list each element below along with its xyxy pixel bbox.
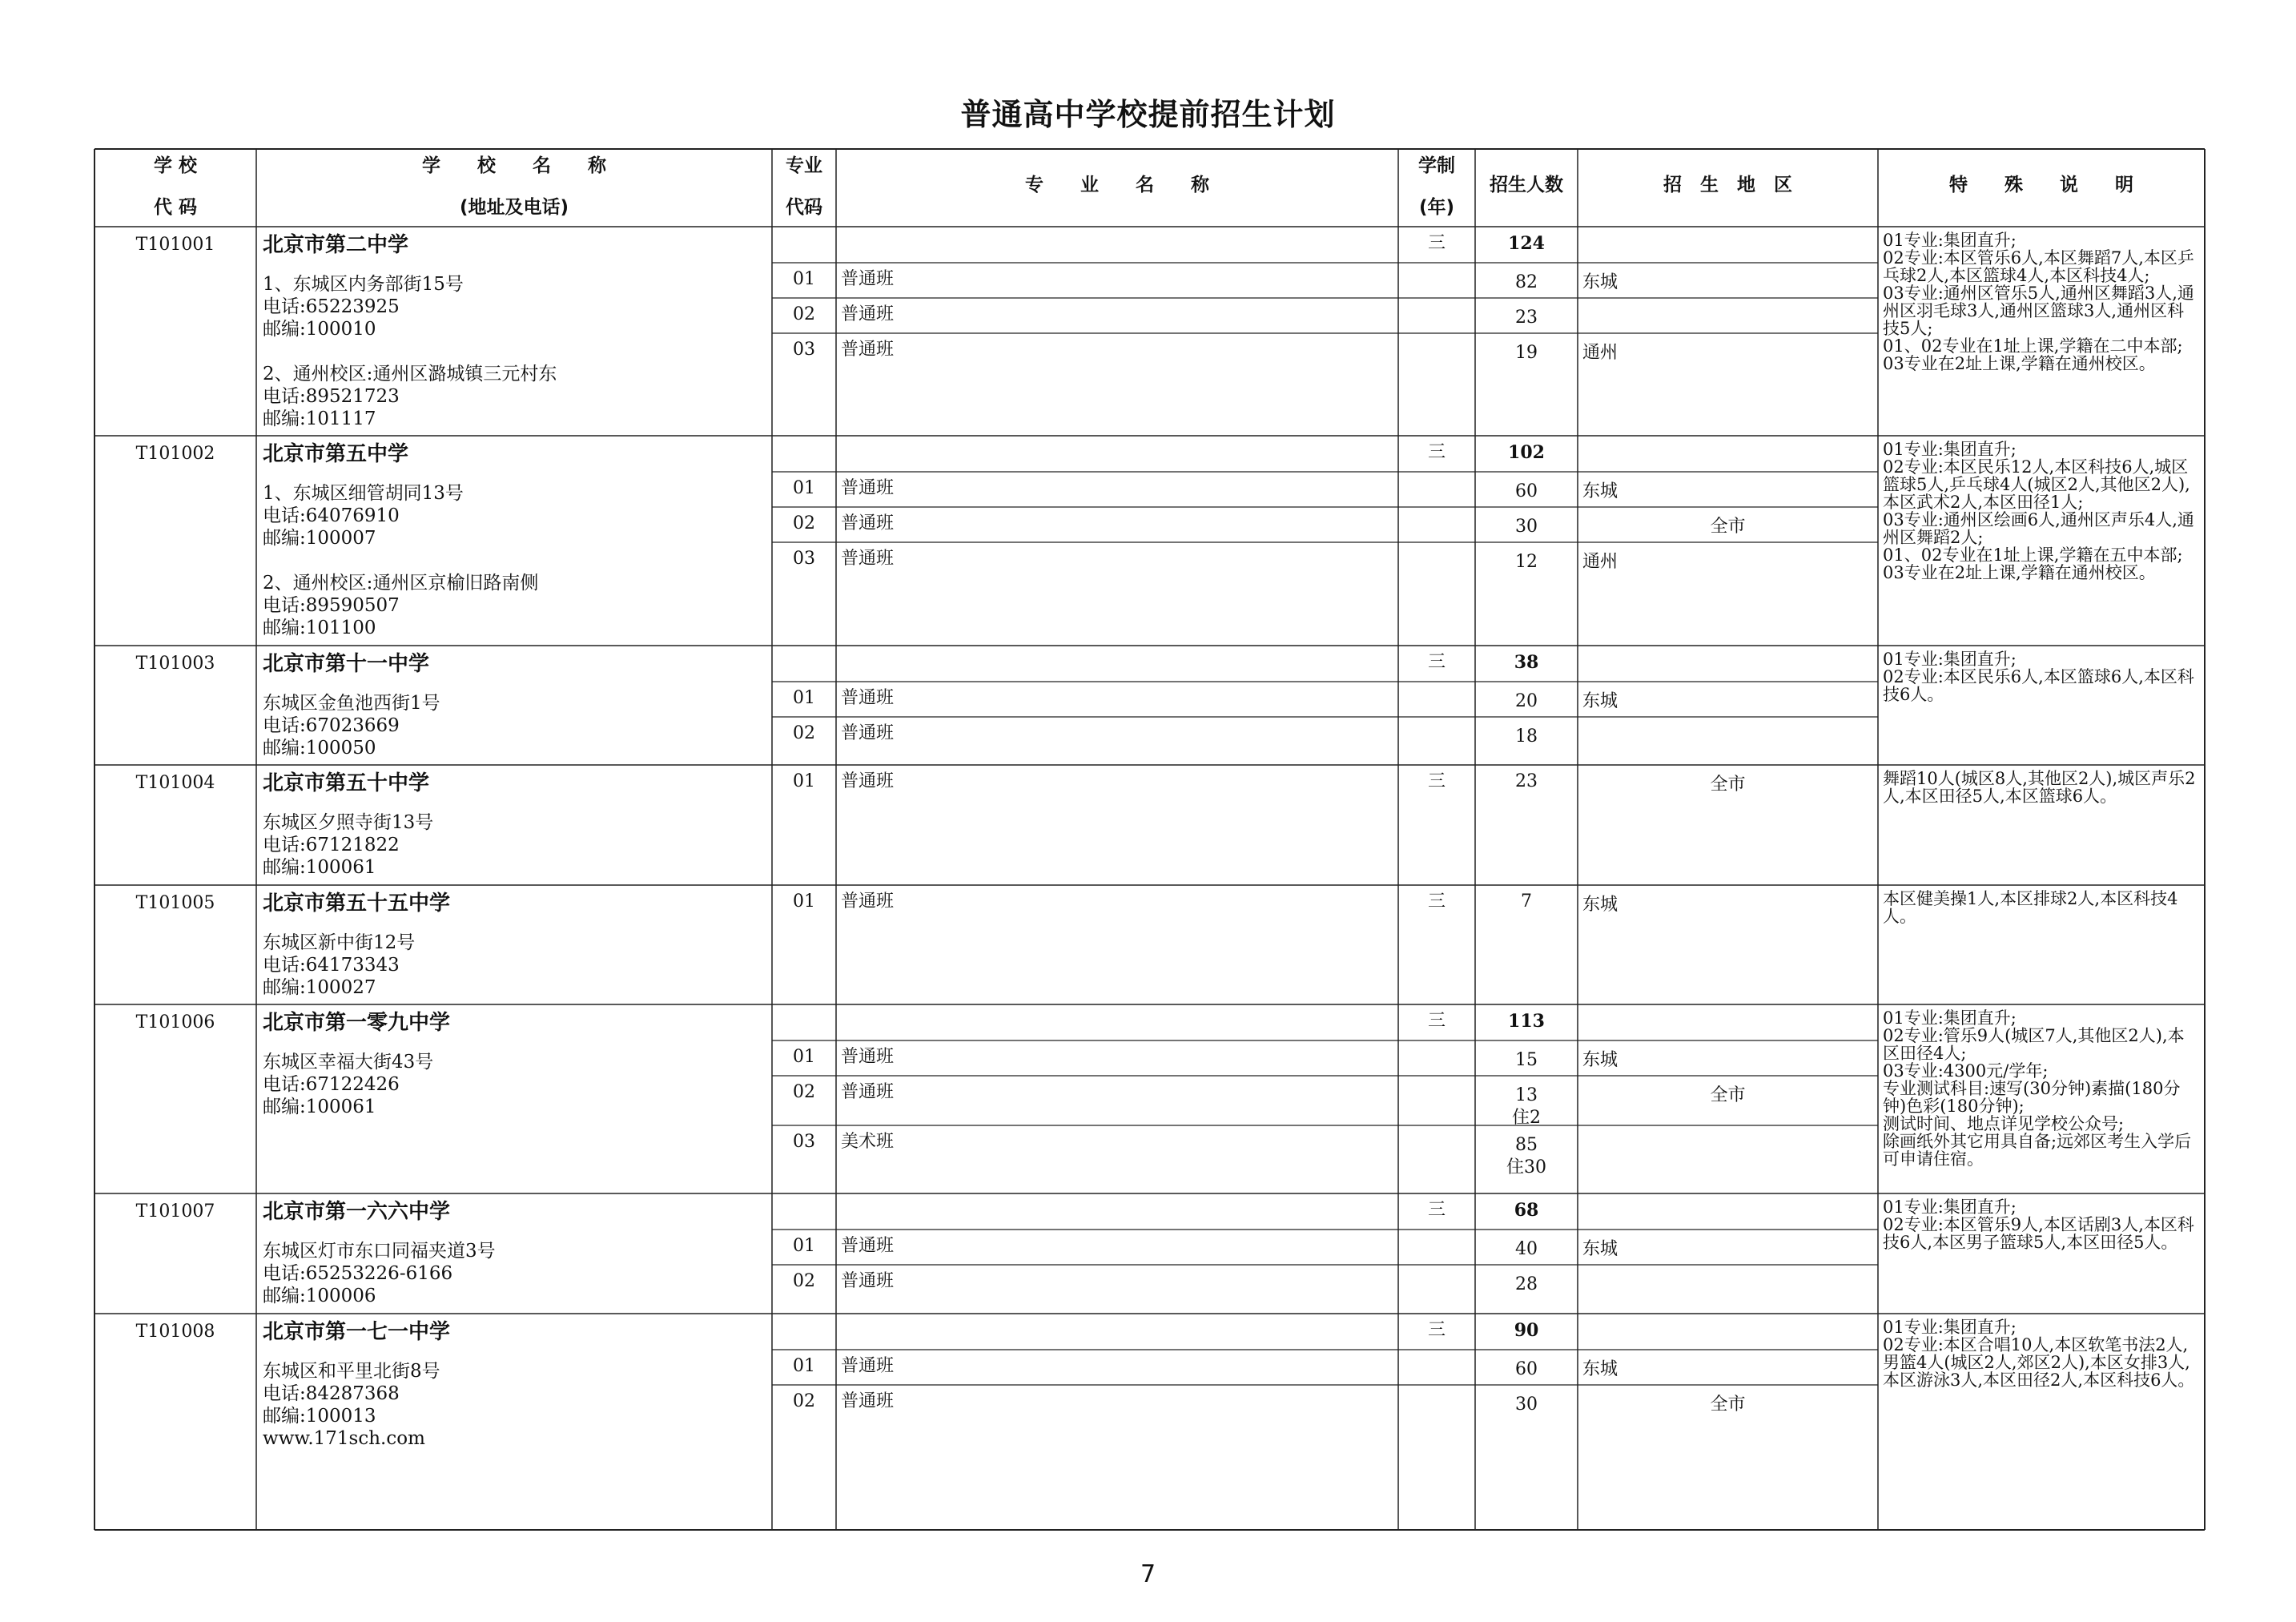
major-count: 23 xyxy=(1515,771,1538,791)
major-code: 03 xyxy=(793,340,815,360)
school-address: 东城区灯市东口同福夹道3号 电话:65253226-6166 邮编:100006 xyxy=(263,1241,496,1306)
school-address: 东城区金鱼池西街1号 电话:67023669 邮编:100050 xyxy=(263,693,440,759)
special-note: 01专业:集团直升; 02专业:管乐9人(城区7人,其他区2人),本区田径4人; 03专业:4300元/学年; 专业测试科目:速写(30分钟)素描(180分钟)色彩(180分钟); 测试时间、地点详见学校公众号; 除画纸外其它用具自备;远郊区考生入学后可申请住宿。 xyxy=(1883,1008,2192,1169)
school-name: 北京市第十一中学 xyxy=(263,652,430,676)
major-name: 普通班 xyxy=(841,771,895,791)
header-years: 学制 xyxy=(1418,155,1455,176)
school-years: 三 xyxy=(1427,771,1446,791)
header-years-2: (年) xyxy=(1418,197,1455,218)
header-major-code-2: 代码 xyxy=(786,197,822,218)
major-name: 普通班 xyxy=(841,1047,895,1067)
region-cell: 东城 xyxy=(1582,895,1618,915)
major-code: 02 xyxy=(793,304,815,324)
major-code: 01 xyxy=(793,269,815,289)
header-school-name-2: (地址及电话) xyxy=(459,197,569,218)
major-code: 02 xyxy=(793,513,815,533)
major-count: 60 xyxy=(1515,481,1538,501)
school-total: 38 xyxy=(1514,652,1539,673)
major-count: 20 xyxy=(1515,691,1538,711)
special-note: 本区健美操1人,本区排球2人,本区科技4人。 xyxy=(1883,889,2178,926)
special-note: 01专业:集团直升; 02专业:本区民乐6人,本区篮球6人,本区科技6人。 xyxy=(1883,650,2194,704)
region-cell: 东城 xyxy=(1582,481,1618,501)
major-code: 01 xyxy=(793,1236,815,1256)
major-name: 普通班 xyxy=(841,304,895,324)
major-name: 普通班 xyxy=(841,891,895,912)
school-name: 北京市第一六六中学 xyxy=(263,1200,451,1224)
special-note: 01专业:集团直升; 02专业:本区民乐12人,本区科技6人,城区篮球5人,乒乓球4人(城区2人,其他区2人),本区武术2人,本区田径1人; 03专业:通州区绘画6人,通州区声乐4人,通州区舞蹈2人; 01、02专业在1址上课,学籍在五中本部; 03专业在2址上课,学籍在通州校区。 xyxy=(1883,440,2194,582)
school-address: 1、东城区细管胡同13号 电话:64076910 邮编:100007 2、通州校区:通州区京榆旧路南侧 电话:89590507 邮编:101100 xyxy=(263,483,539,638)
major-name: 普通班 xyxy=(841,513,895,533)
major-code: 01 xyxy=(793,1356,815,1376)
school-years: 三 xyxy=(1427,442,1446,462)
major-name: 美术班 xyxy=(841,1132,895,1152)
major-count: 30 xyxy=(1515,1395,1538,1415)
major-count: 19 xyxy=(1515,343,1538,363)
major-count: 23 xyxy=(1515,308,1538,328)
major-count-extra: 住2 xyxy=(1512,1108,1541,1128)
header-school-code: 学 校 xyxy=(153,155,197,176)
school-code: T101001 xyxy=(135,235,215,255)
major-name: 普通班 xyxy=(841,478,895,498)
major-name: 普通班 xyxy=(841,1271,895,1291)
region-cell: 东城 xyxy=(1582,1050,1618,1070)
major-name: 普通班 xyxy=(841,549,895,569)
major-name: 普通班 xyxy=(841,723,895,743)
special-note: 01专业:集团直升; 02专业:本区管乐6人,本区舞蹈7人,本区乒乓球2人,本区篮球4人,本区科技4人; 03专业:通州区管乐5人,通州区舞蹈3人,通州区羽毛球3人,通州区篮球3人,通州区科技5人; 01、02专业在1址上课,学籍在二中本部; 03专业在2址上课,学籍在通州校区。 xyxy=(1883,231,2194,373)
school-address: 东城区新中街12号 电话:64173343 邮编:100027 xyxy=(263,932,416,998)
page-title: 普通高中学校提前招生计划 xyxy=(960,97,1336,132)
special-note: 01专业:集团直升; 02专业:本区合唱10人,本区软笔书法2人,男篮4人(城区2人,郊区2人),本区女排3人,本区游泳3人,本区田径2人,本区科技6人。 xyxy=(1883,1318,2195,1390)
major-count: 60 xyxy=(1515,1359,1538,1379)
school-years: 三 xyxy=(1427,891,1446,912)
school-total: 68 xyxy=(1514,1200,1539,1221)
major-count: 15 xyxy=(1515,1050,1538,1070)
school-address: 1、东城区内务部街15号 电话:65223925 邮编:100010 2、通州校区:通州区潞城镇三元村东 电话:89521723 邮编:101117 xyxy=(263,274,557,429)
header-school-name: 学 校 名 称 xyxy=(422,155,606,176)
major-count: 30 xyxy=(1515,517,1538,537)
school-code: T101005 xyxy=(135,893,215,913)
major-name: 普通班 xyxy=(841,269,895,289)
school-total: 124 xyxy=(1508,233,1545,254)
school-years: 三 xyxy=(1427,652,1446,672)
region-cell: 全市 xyxy=(1710,1085,1746,1105)
major-code: 02 xyxy=(793,1271,815,1291)
school-code: T101002 xyxy=(135,444,215,464)
school-name: 北京市第五十中学 xyxy=(263,771,430,795)
header-school-code-2: 代 码 xyxy=(153,197,197,218)
school-code: T101004 xyxy=(135,773,215,793)
major-code: 02 xyxy=(793,1082,815,1102)
school-code: T101008 xyxy=(135,1322,215,1342)
region-cell: 东城 xyxy=(1582,691,1618,711)
header-count: 招生人数 xyxy=(1490,175,1563,195)
region-cell: 东城 xyxy=(1582,272,1618,292)
major-code: 03 xyxy=(793,549,815,569)
region-cell: 通州 xyxy=(1582,552,1618,572)
major-code: 01 xyxy=(793,1047,815,1067)
header-major-name: 专 业 名 称 xyxy=(1025,175,1209,195)
major-count: 28 xyxy=(1515,1274,1538,1294)
major-code: 01 xyxy=(793,771,815,791)
school-code: T101006 xyxy=(135,1012,215,1032)
major-count: 40 xyxy=(1515,1239,1538,1259)
school-name: 北京市第五十五中学 xyxy=(263,891,451,916)
special-note: 01专业:集团直升; 02专业:本区管乐9人,本区话剧3人,本区科技6人,本区男子篮球5人,本区田径5人。 xyxy=(1883,1197,2194,1252)
major-count-extra: 住30 xyxy=(1506,1157,1546,1177)
major-count: 18 xyxy=(1515,726,1538,747)
major-code: 01 xyxy=(793,688,815,708)
region-cell: 东城 xyxy=(1582,1359,1618,1379)
major-code: 01 xyxy=(793,478,815,498)
major-name: 普通班 xyxy=(841,1391,895,1411)
page-number: 7 xyxy=(1140,1560,1156,1588)
major-name: 普通班 xyxy=(841,688,895,708)
major-count: 12 xyxy=(1515,552,1538,572)
major-name: 普通班 xyxy=(841,340,895,360)
school-code: T101003 xyxy=(135,654,215,674)
school-total: 102 xyxy=(1508,442,1545,463)
school-name: 北京市第一七一中学 xyxy=(263,1320,451,1344)
major-count: 85 xyxy=(1515,1135,1538,1155)
school-name: 北京市第一零九中学 xyxy=(263,1011,451,1035)
school-address: 东城区和平里北街8号 电话:84287368 邮编:100013 www.171sch.com xyxy=(263,1361,440,1449)
header-region: 招 生 地 区 xyxy=(1663,175,1792,195)
major-code: 01 xyxy=(793,891,815,912)
school-years: 三 xyxy=(1427,1200,1446,1220)
header-note: 特 殊 说 明 xyxy=(1949,175,2133,195)
school-years: 三 xyxy=(1427,1011,1446,1031)
region-cell: 全市 xyxy=(1710,1395,1746,1415)
major-name: 普通班 xyxy=(841,1082,895,1102)
school-total: 90 xyxy=(1514,1320,1539,1341)
school-name: 北京市第二中学 xyxy=(263,233,409,257)
school-total: 113 xyxy=(1508,1011,1545,1032)
region-cell: 通州 xyxy=(1582,343,1618,363)
school-years: 三 xyxy=(1427,1320,1446,1340)
special-note: 舞蹈10人(城区8人,其他区2人),城区声乐2人,本区田径5人,本区篮球6人。 xyxy=(1883,769,2196,806)
school-code: T101007 xyxy=(135,1201,215,1222)
major-count: 13 xyxy=(1515,1085,1538,1105)
major-code: 03 xyxy=(793,1132,815,1152)
major-name: 普通班 xyxy=(841,1236,895,1256)
major-code: 02 xyxy=(793,723,815,743)
region-cell: 东城 xyxy=(1582,1239,1618,1259)
major-name: 普通班 xyxy=(841,1356,895,1376)
school-address: 东城区幸福大街43号 电话:67122426 邮编:100061 xyxy=(263,1052,434,1117)
header-major-code: 专业 xyxy=(786,155,822,176)
region-cell: 全市 xyxy=(1710,775,1746,795)
major-code: 02 xyxy=(793,1391,815,1411)
school-name: 北京市第五中学 xyxy=(263,442,409,466)
major-count: 7 xyxy=(1521,891,1532,912)
region-cell: 全市 xyxy=(1710,517,1746,537)
major-count: 82 xyxy=(1515,272,1538,292)
school-years: 三 xyxy=(1427,233,1446,253)
school-address: 东城区夕照寺街13号 电话:67121822 邮编:100061 xyxy=(263,812,434,878)
